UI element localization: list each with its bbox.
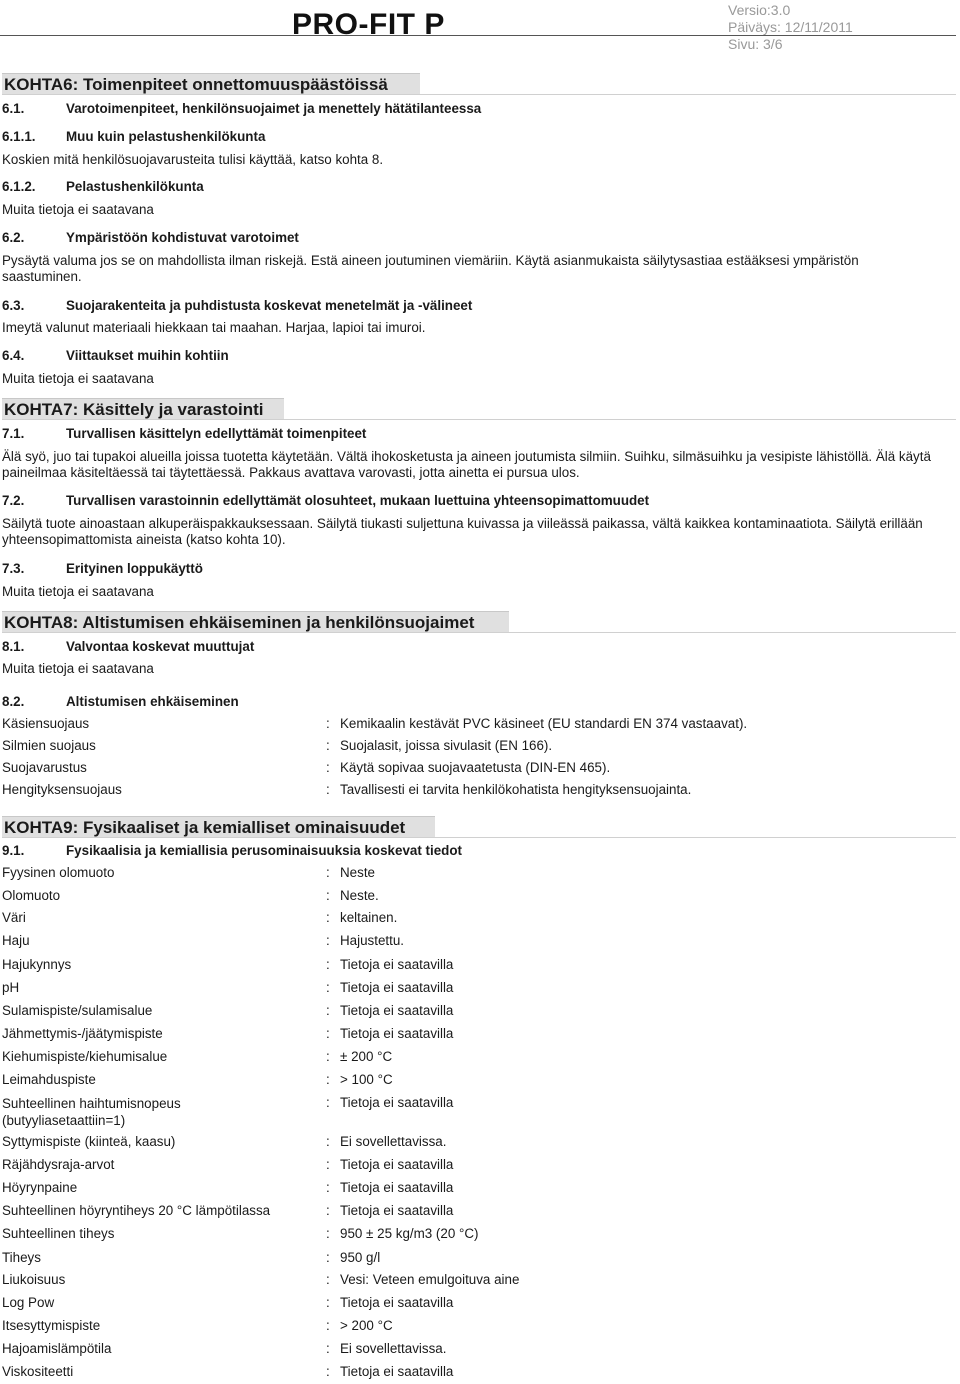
property-value: Kemikaalin kestävät PVC käsineet (EU standardi EN 374 vastaavat). — [340, 716, 748, 731]
property-label: Log Pow — [2, 1295, 55, 1310]
separator-colon: : — [326, 957, 330, 972]
property-value: Tietoja ei saatavilla — [340, 1095, 454, 1110]
separator-colon: : — [326, 933, 330, 948]
text-6-4: Muita tietoja ei saatavana — [2, 371, 154, 386]
subheading-7-1: 7.1. Turvallisen käsittelyn edellyttämät toimenpiteet — [2, 426, 367, 441]
separator-colon: : — [326, 760, 330, 775]
property-value: > 100 °C — [340, 1072, 393, 1087]
text-7-1: Älä syö, juo tai tupakoi alueilla joissa tuotetta käytetään. Vältä ihokosketusta ja aineen joutumista silmiin. Suihku, silmäsuihku ja vesipiste lähistöllä. Älä käytä paineilmaa käsiteltäessä tai täytettäessä. Pakkaus avattava varovasti, jotta ainetta ei pursua ulos. — [2, 449, 931, 480]
separator-colon: : — [326, 1026, 330, 1041]
property-label: Viskositeetti — [2, 1364, 74, 1379]
header-divider — [0, 35, 956, 36]
page-number: Sivu: 3/6 — [728, 36, 783, 52]
text-6-1-2: Muita tietoja ei saatavana — [2, 202, 154, 217]
version-label: Versio:3.0 — [728, 2, 791, 18]
separator-colon: : — [326, 1134, 330, 1149]
separator-colon: : — [326, 1250, 330, 1265]
text-6-1-1: Koskien mitä henkilösuojavarusteita tulisi käyttää, katso kohta 8. — [2, 152, 384, 167]
separator-colon: : — [326, 865, 330, 880]
property-value: Tietoja ei saatavilla — [340, 980, 454, 995]
property-label: Väri — [2, 910, 26, 925]
property-value: ± 200 °C — [340, 1049, 393, 1064]
property-value: Tietoja ei saatavilla — [340, 1364, 454, 1379]
property-label: Suojavarustus — [2, 760, 87, 775]
property-label: Käsiensuojaus — [2, 716, 90, 731]
property-label: Fyysinen olomuoto — [2, 865, 115, 880]
property-label: Suhteellinen haihtumisnopeus (butyyliasetaattiin=1) — [2, 1096, 181, 1128]
property-value: Tavallisesti ei tarvita henkilökohatista hengityksensuojainta. — [340, 782, 692, 797]
section-8-title: KOHTA8: Altistumisen ehkäiseminen ja henkilönsuojaimet — [4, 613, 475, 632]
subheading-6-1: 6.1. Varotoimenpiteet, henkilönsuojaimet ja menettely hätätilanteessa — [2, 101, 482, 116]
property-value: Hajustettu. — [340, 933, 405, 948]
separator-colon: : — [326, 980, 330, 995]
property-label: pH — [2, 980, 20, 995]
subheading-6-1-2: 6.1.2. Pelastushenkilökunta — [2, 179, 204, 194]
product-name: PRO-FIT P — [292, 8, 445, 41]
property-label: Syttymispiste (kiinteä, kaasu) — [2, 1134, 176, 1149]
property-value: Tietoja ei saatavilla — [340, 957, 454, 972]
subheading-8-2: 8.2. Altistumisen ehkäiseminen — [2, 694, 239, 709]
property-value: Suojalasit, joissa sivulasit (EN 166). — [340, 738, 553, 753]
property-value: Ei sovellettavissa. — [340, 1134, 447, 1149]
text-6-2: Pysäytä valuma jos se on mahdollista ilman riskejä. Estä aineen joutuminen viemäriin. Käytä asianmukaista säilytysastiaa estääksesi ympäristön saastuminen. — [2, 253, 859, 284]
date-label: Päiväys: 12/11/2011 — [728, 19, 853, 35]
property-value: Tietoja ei saatavilla — [340, 1180, 454, 1195]
property-label: Tiheys — [2, 1250, 41, 1265]
subheading-6-1-1: 6.1.1. Muu kuin pelastushenkilökunta — [2, 129, 266, 144]
document-meta — [728, 2, 853, 53]
separator-colon: : — [326, 910, 330, 925]
property-label: Olomuoto — [2, 888, 61, 903]
text-7-2: Säilytä tuote ainoastaan alkuperäispakkauksessaan. Säilytä tiukasti suljettuna kuivassa ja viileässä paikassa, vältä kaikkea kontaminaatiota. Säilytä erillään yhteensopimattomista aineista (katso kohta 10). — [2, 516, 923, 547]
section-divider — [2, 419, 956, 420]
subheading-8-1: 8.1. Valvontaa koskevat muuttujat — [2, 639, 255, 654]
property-value: Tietoja ei saatavilla — [340, 1157, 454, 1172]
property-label: Haju — [2, 933, 30, 948]
property-label: Hengityksensuojaus — [2, 782, 122, 797]
subheading-6-2: 6.2. Ympäristöön kohdistuvat varotoimet — [2, 230, 299, 245]
property-value: Neste. — [340, 888, 379, 903]
separator-colon: : — [326, 1072, 330, 1087]
property-value: Tietoja ei saatavilla — [340, 1203, 454, 1218]
section-divider — [2, 632, 956, 633]
property-label: Leimahduspiste — [2, 1072, 96, 1087]
property-label: Suhteellinen tiheys — [2, 1226, 115, 1241]
separator-colon: : — [326, 1318, 330, 1333]
property-label: Itsesyttymispiste — [2, 1318, 101, 1333]
separator-colon: : — [326, 716, 330, 731]
section-divider — [2, 837, 956, 838]
property-label: Liukoisuus — [2, 1272, 66, 1287]
section-6-heading — [2, 73, 420, 94]
separator-colon: : — [326, 738, 330, 753]
property-value: Tietoja ei saatavilla — [340, 1003, 454, 1018]
section-7-heading — [2, 398, 284, 419]
section-9-title: KOHTA9: Fysikaaliset ja kemialliset ominaisuudet — [4, 818, 406, 837]
section-divider — [2, 94, 956, 95]
property-label: Sulamispiste/sulamisalue — [2, 1003, 153, 1018]
subheading-6-4: 6.4. Viittaukset muihin kohtiin — [2, 348, 229, 363]
subheading-7-3: 7.3. Erityinen loppukäyttö — [2, 561, 203, 576]
separator-colon: : — [326, 1341, 330, 1356]
section-9-heading — [2, 816, 435, 837]
property-value: 950 ± 25 kg/m3 (20 °C) — [340, 1226, 479, 1241]
property-value: keltainen. — [340, 910, 398, 925]
section-6-title: KOHTA6: Toimenpiteet onnettomuuspäästöissä — [4, 75, 388, 94]
separator-colon: : — [326, 1157, 330, 1172]
separator-colon: : — [326, 1272, 330, 1287]
text-8-1: Muita tietoja ei saatavana — [2, 661, 154, 676]
section-7-title: KOHTA7: Käsittely ja varastointi — [4, 400, 264, 419]
property-label: Jähmettymis-/jäätymispiste — [2, 1026, 163, 1041]
property-value: 950 g/l — [340, 1250, 381, 1265]
property-label: Hajukynnys — [2, 957, 72, 972]
text-7-3: Muita tietoja ei saatavana — [2, 584, 154, 599]
property-label: Hajoamislämpötila — [2, 1341, 112, 1356]
subheading-9-1: 9.1. Fysikaalisia ja kemiallisia perusominaisuuksia koskevat tiedot — [2, 843, 462, 858]
separator-colon: : — [326, 888, 330, 903]
property-label: Suhteellinen höyryntiheys 20 °C lämpötilassa — [2, 1203, 271, 1218]
separator-colon: : — [326, 782, 330, 797]
separator-colon: : — [326, 1364, 330, 1379]
separator-colon: : — [326, 1203, 330, 1218]
separator-colon: : — [326, 1049, 330, 1064]
separator-colon: : — [326, 1226, 330, 1241]
property-value: Tietoja ei saatavilla — [340, 1295, 454, 1310]
property-label: Silmien suojaus — [2, 738, 96, 753]
separator-colon: : — [326, 1180, 330, 1195]
property-value: > 200 °C — [340, 1318, 393, 1333]
separator-colon: : — [326, 1295, 330, 1310]
subheading-6-3: 6.3. Suojarakenteita ja puhdistusta koskevat menetelmät ja -välineet — [2, 298, 473, 313]
property-label: Räjähdysraja-arvot — [2, 1157, 115, 1172]
property-value: Neste — [340, 865, 375, 880]
property-value: Ei sovellettavissa. — [340, 1341, 447, 1356]
property-label: Höyrynpaine — [2, 1180, 78, 1195]
subheading-7-2: 7.2. Turvallisen varastoinnin edellyttämät olosuhteet, mukaan luettuina yhteensopimattomuudet — [2, 493, 650, 508]
separator-colon: : — [326, 1095, 330, 1110]
separator-colon: : — [326, 1003, 330, 1018]
property-value: Käytä sopivaa suojavaatetusta (DIN-EN 465). — [340, 760, 611, 775]
property-label: Kiehumispiste/kiehumisalue — [2, 1049, 168, 1064]
text-6-3: Imeytä valunut materiaali hiekkaan tai maahan. Harjaa, lapioi tai imuroi. — [2, 320, 426, 335]
section-8-heading — [2, 611, 509, 632]
property-value: Tietoja ei saatavilla — [340, 1026, 454, 1041]
property-value: Vesi: Veteen emulgoituva aine — [340, 1272, 520, 1287]
